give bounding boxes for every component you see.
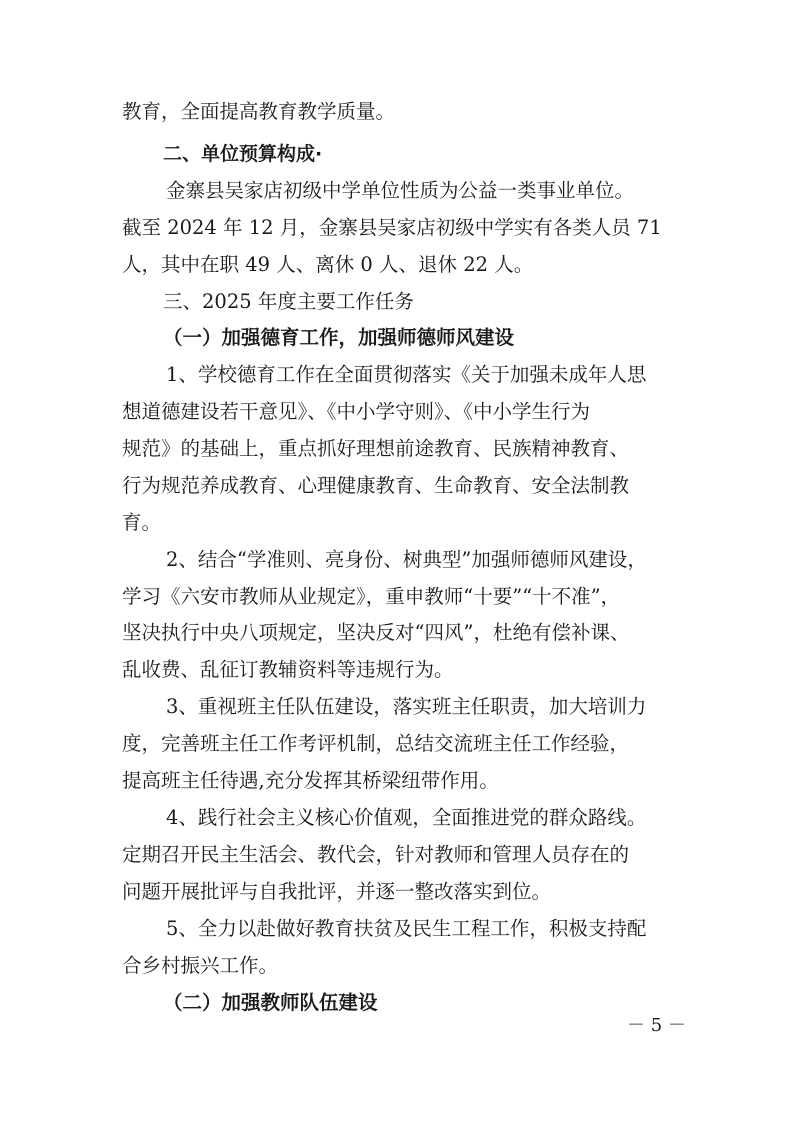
body-text-line: 5、全力以赴做好教育扶贫及民生工程工作，积极支持配 bbox=[166, 917, 647, 940]
body-text-line: 4、践行社会主义核心价值观，全面推进党的群众路线。 bbox=[166, 806, 647, 829]
body-text-line: 育。 bbox=[122, 511, 162, 534]
body-text-line: 2、结合“学准则、亮身份、树典型”加强师德师风建设， bbox=[166, 548, 647, 571]
body-text-line: 度，完善班主任工作考评机制，总结交流班主任工作经验， bbox=[122, 732, 630, 755]
body-text-line: 坚决执行中央八项规定，坚决反对“四风”，杜绝有偿补课、 bbox=[122, 621, 630, 644]
body-text-line: 乱收费、乱征订教辅资料等违规行为。 bbox=[122, 658, 454, 681]
section-heading-budget: 二、单位预算构成· bbox=[163, 143, 323, 165]
subsection-heading-moral: （一）加强德育工作，加强师德师风建设 bbox=[163, 326, 515, 349]
body-text-line: 规范》的基础上，重点抓好理想前途教育、民族精神教育、 bbox=[122, 437, 630, 460]
body-text-line: 定期召开民主生活会、教代会，针对教师和管理人员存在的 bbox=[122, 843, 630, 866]
body-text-line: 想道德建设若干意见》、《中小学守则》、《中小学生行为 bbox=[122, 400, 591, 423]
body-text-line: 合乡村振兴工作。 bbox=[122, 954, 279, 977]
body-text-line: 3、重视班主任队伍建设，落实班主任职责，加大培训力 bbox=[166, 695, 647, 718]
body-text-line: 截至 2024 年 12 月，金寨县吴家店初级中学实有各类人员 71 bbox=[122, 216, 662, 239]
body-text-line: 提高班主任待遇,充分发挥其桥梁纽带作用。 bbox=[122, 769, 499, 792]
body-text-line: 金寨县吴家店初级中学单位性质为公益一类事业单位。 bbox=[166, 179, 635, 202]
subsection-heading-teachers: （二）加强教师队伍建设 bbox=[163, 991, 378, 1014]
body-text-line: 1、学校德育工作在全面贯彻落实《关于加强未成年人思 bbox=[166, 363, 647, 386]
page-number: － 5 － bbox=[627, 1015, 686, 1036]
body-text-line: 教育，全面提高教育教学质量。 bbox=[122, 100, 396, 123]
section-heading-tasks: 三、2025 年度主要工作任务 bbox=[163, 290, 414, 313]
body-text-line: 人，其中在职 49 人、离休 0 人、退休 22 人。 bbox=[122, 253, 534, 276]
body-text-line: 行为规范养成教育、心理健康教育、生命教育、安全法制教 bbox=[122, 474, 630, 497]
body-text-line: 问题开展批评与自我批评，并逐一整改落实到位。 bbox=[122, 880, 552, 903]
body-text-line: 学习《六安市教师从业规定》，重申教师“十要”“十不准”， bbox=[122, 585, 621, 608]
